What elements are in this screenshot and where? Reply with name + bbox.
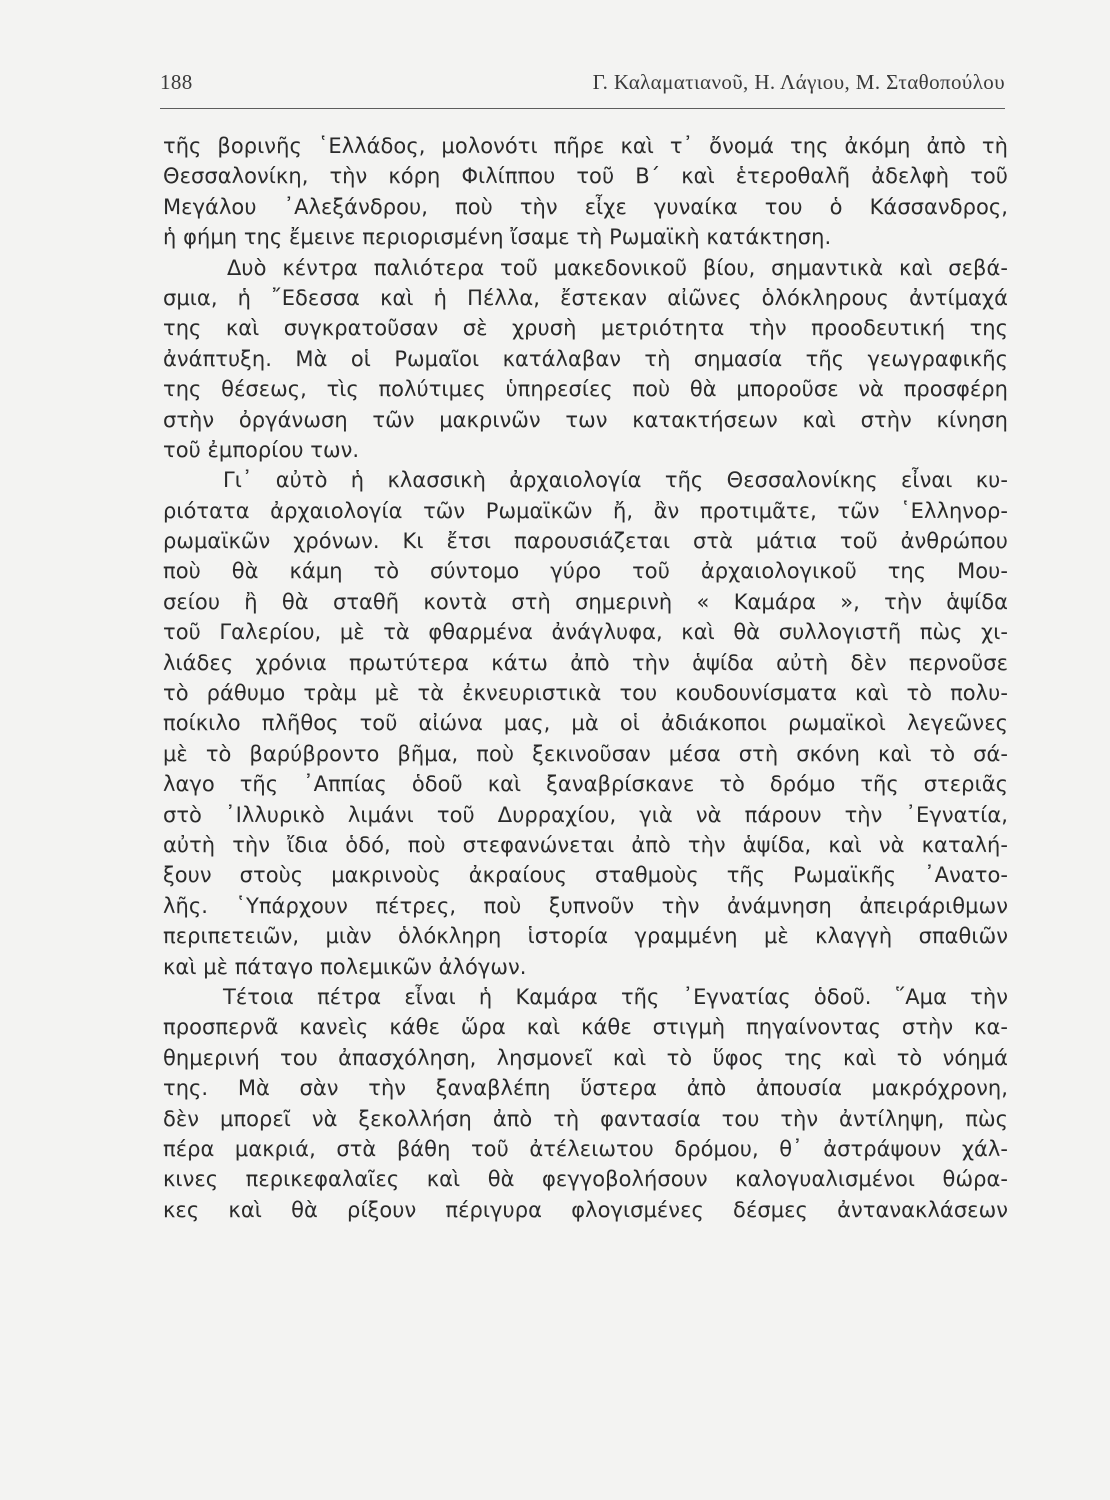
page-number: 188 bbox=[160, 70, 193, 94]
text-line: της. Μὰ σὰν τὴν ξαναβλέπη ὕστερα ἀπὸ ἀπουσία μακρόχρονη, bbox=[163, 1076, 1008, 1101]
text-line: καὶ μὲ πάταγο πολεμικῶν ἀλόγων. bbox=[163, 954, 527, 979]
text-line: στὸ ᾽Ιλλυρικὸ λιμάνι τοῦ Δυρραχίου, γιὰ νὰ πάρουν τὴν ᾽Εγνατία, bbox=[163, 802, 1008, 827]
text-line: περιπετειῶν, μιὰν ὁλόκληρη ἱστορία γραμμένη μὲ κλαγγὴ σπαθιῶν bbox=[163, 924, 1008, 949]
text-line: δὲν μπορεῖ νὰ ξεκολλήση ἀπὸ τὴ φαντασία του τὴν ἀντίληψη, πὼς bbox=[163, 1106, 1008, 1131]
text-line: Τέτοια πέτρα εἶναι ἡ Καμάρα τῆς ᾽Εγνατίας ὁδοῦ. ῞Αμα τὴν bbox=[223, 984, 1008, 1009]
text-line: στὴν ὀργάνωση τῶν μακρινῶν των κατακτήσεων καὶ στὴν κίνηση bbox=[163, 407, 1008, 432]
text-line: Μεγάλου ᾽Αλεξάνδρου, ποὺ τὴν εἶχε γυναίκα του ὁ Κάσσανδρος, bbox=[163, 194, 1008, 219]
text-line: σείου ἢ θὰ σταθῆ κοντὰ στὴ σημερινὴ « Καμάρα », τὴν ἁψίδα bbox=[163, 589, 1008, 614]
text-line: πέρα μακριά, στὰ βάθη τοῦ ἀτέλειωτου δρόμου, θ᾽ ἀστράψουν χάλ- bbox=[163, 1136, 1008, 1161]
text-line: ποὺ θὰ κάμη τὸ σύντομο γύρο τοῦ ἀρχαιολογικοῦ της Μου- bbox=[163, 559, 1008, 584]
text-line: τοῦ ἐμπορίου των. bbox=[163, 437, 360, 462]
text-line: κινες περικεφαλαῖες καὶ θὰ φεγγοβολήσουν καλογυαλισμένοι θώρα- bbox=[163, 1167, 1008, 1192]
header-rule bbox=[160, 108, 1005, 109]
text-line: της θέσεως, τὶς πολύτιμες ὑπηρεσίες ποὺ θὰ μποροῦσε νὰ προσφέρη bbox=[163, 377, 1008, 402]
text-line: λαγο τῆς ᾽Αππίας ὁδοῦ καὶ ξαναβρίσκανε τὸ δρόμο τῆς στεριᾶς bbox=[163, 772, 1008, 797]
text-line: ἡ φήμη της ἔμεινε περιορισμένη ἴσαμε τὴ Ρωμαϊκὴ κατάκτηση. bbox=[163, 225, 832, 250]
text-line: ποίκιλο πλῆθος τοῦ αἰώνα μας, μὰ οἱ ἀδιάκοποι ρωμαϊκοὶ λεγεῶνες bbox=[163, 711, 1008, 736]
text-line: τὸ ράθυμο τρὰμ μὲ τὰ ἐκνευριστικὰ του κουδουνίσματα καὶ τὸ πολυ- bbox=[163, 681, 1008, 706]
text-line: ξουν στοὺς μακρινοὺς ἀκραίους σταθμοὺς τῆς Ρωμαϊκῆς ᾽Ανατο- bbox=[163, 863, 1008, 888]
text-line: τοῦ Γαλερίου, μὲ τὰ φθαρμένα ἀνάγλυφα, καὶ θὰ συλλογιστῆ πὼς χι- bbox=[163, 620, 1008, 645]
text-line: της καὶ συγκρατοῦσαν σὲ χρυσὴ μετριότητα τὴν προοδευτική της bbox=[163, 316, 1008, 341]
text-line: προσπερνᾶ κανεὶς κάθε ὥρα καὶ κάθε στιγμὴ πηγαίνοντας στὴν κα- bbox=[163, 1015, 1008, 1040]
page-header bbox=[160, 70, 1005, 100]
text-line: αὐτὴ τὴν ἴδια ὁδό, ποὺ στεφανώνεται ἀπὸ τὴν ἁψίδα, καὶ νὰ καταλή- bbox=[163, 832, 1008, 857]
text-line: λῆς. ῾Υπάρχουν πέτρες, ποὺ ξυπνοῦν τὴν ἀνάμνηση ἀπειράριθμων bbox=[163, 893, 1008, 918]
text-line: ἀνάπτυξη. Μὰ οἱ Ρωμαῖοι κατάλαβαν τὴ σημασία τῆς γεωγραφικῆς bbox=[163, 346, 1008, 371]
running-head: Γ. Καλαματιανοῦ, Η. Λάγιου, Μ. Σταθοπούλου bbox=[592, 70, 1005, 94]
text-line: Γι᾽ αὐτὸ ἡ κλασσικὴ ἀρχαιολογία τῆς Θεσσαλονίκης εἶναι κυ- bbox=[223, 468, 1008, 493]
text-line: Δυὸ κέντρα παλιότερα τοῦ μακεδονικοῦ βίου, σημαντικὰ καὶ σεβά- bbox=[227, 255, 1008, 280]
text-line: ριότατα ἀρχαιολογία τῶν Ρωμαϊκῶν ἤ, ἂν προτιμᾶτε, τῶν ῾Ελληνορ- bbox=[163, 498, 1008, 523]
text-line: ρωμαϊκῶν χρόνων. Κι ἔτσι παρουσιάζεται στὰ μάτια τοῦ ἀνθρώπου bbox=[163, 529, 1008, 554]
body-text bbox=[163, 131, 1008, 1225]
text-line: μὲ τὸ βαρύβροντο βῆμα, ποὺ ξεκινοῦσαν μέσα στὴ σκόνη καὶ τὸ σά- bbox=[163, 741, 1008, 766]
text-line: τῆς βορινῆς ῾Ελλάδος, μολονότι πῆρε καὶ τ᾽ ὄνομά της ἀκόμη ἀπὸ τὴ bbox=[163, 134, 1008, 158]
text-line: θημερινή του ἀπασχόληση, λησμονεῖ καὶ τὸ ὕφος της καὶ τὸ νόημά bbox=[163, 1045, 1008, 1070]
text-line: σμια, ἡ ῎Εδεσσα καὶ ἡ Πέλλα, ἔστεκαν αἰῶνες ὁλόκληρους ἀντίμαχά bbox=[163, 285, 1008, 310]
text-line: Θεσσαλονίκη, τὴν κόρη Φιλίππου τοῦ Β΄ καὶ ἑτεροθαλῆ ἀδελφὴ τοῦ bbox=[163, 164, 1008, 189]
text-line: λιάδες χρόνια πρωτύτερα κάτω ἀπὸ τὴν ἁψίδα αὐτὴ δὲν περνοῦσε bbox=[163, 650, 1008, 675]
text-line: κες καὶ θὰ ρίξουν πέριγυρα φλογισμένες δέσμες ἀντανακλάσεων bbox=[163, 1197, 1008, 1222]
